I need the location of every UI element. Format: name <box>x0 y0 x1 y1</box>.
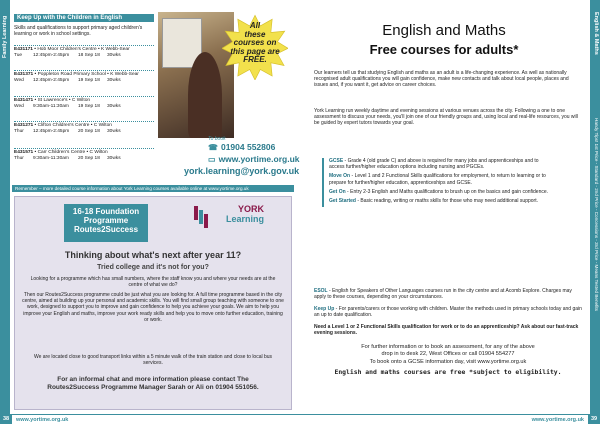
course-item <box>14 121 154 134</box>
course-time: 12:45pm-2:45pm <box>33 52 70 58</box>
bullet-get-started <box>329 198 554 204</box>
course-heading: E431271 • Clifton Children's Centre • C Wilton <box>14 123 112 128</box>
course-time: 12:45pm-2:45pm <box>33 77 70 83</box>
bullet-move-on-text: - Level 1 and 2 Functional Skills qualifications for employment, to return to learning or to prepare for further/higher education, apprenticeships and GCSE. <box>329 173 546 186</box>
course-item <box>14 148 154 161</box>
course-schedule <box>14 156 154 162</box>
course-heading: E431371 • Poppleton Road Primary School • K Webb-Sear <box>14 72 139 77</box>
left-side-tab <box>0 0 10 424</box>
course-code: E431271 <box>14 123 34 128</box>
course-venue: Poppleton Road Primary School <box>37 72 106 77</box>
left-footer <box>0 414 300 424</box>
intro-para-2: York Learning run weekly daytime and evening sessions at various venues across the city. Following a one to one assessment to discuss your needs, you'll join one of our friendly groups and, using local and real-life resources, you will be guided by expert tutors towards your goal. <box>314 108 578 127</box>
right-side-tab <box>590 0 600 424</box>
further-info <box>314 344 582 366</box>
course-date: 19 Sep 18 <box>78 77 100 83</box>
left-side-tab-label: Family Learning <box>2 15 8 58</box>
course-schedule <box>14 53 154 59</box>
logo-learning: Learning <box>225 214 264 224</box>
course-day: Thur <box>14 128 24 134</box>
box-headline: Thinking about what's next after year 11? <box>64 250 242 260</box>
programme-badge <box>64 204 148 242</box>
course-date: 18 Sep 18 <box>78 52 100 58</box>
course-time: 9:30am-11:30am <box>33 155 69 161</box>
esol-lead: ESOL <box>314 288 328 294</box>
further-line-1: For further information or to book an assessment, for any of the above <box>361 344 535 350</box>
further-line-2: drop in to desk 22, West Offices or call 01904 554277 <box>381 351 515 358</box>
box-subhead: Tried college and it's not for you? <box>97 264 209 271</box>
bullet-get-on <box>329 189 554 195</box>
intro-para-1: Our learners tell us that studying English and maths as an adult is a life-changing experience. As well as nationally recognised adult qualifications you will gain confidence, make new contacts and talk about local people, places and issues and, if you want it, get advice on career choices. <box>314 70 569 89</box>
course-venue: St Lawrence's <box>37 98 68 103</box>
course-tutor: K Webb-Sear <box>110 72 139 77</box>
bullet-get-on-lead: Get On <box>329 188 346 195</box>
course-time: 9:30am-11:30am <box>33 103 69 109</box>
qualification-list <box>322 158 554 207</box>
bullet-move-on <box>329 173 554 185</box>
bullet-gcse-lead: GCSE <box>329 158 344 164</box>
course-time: 12:45pm-2:45pm <box>33 128 70 134</box>
tutor-figure <box>188 52 222 138</box>
bullet-get-on-text: - Entry 2-3 English and Maths qualifications to brush up on the basics and gain confidence. <box>345 188 549 195</box>
bullet-gcse-text: - Grade 4 (old grade C) and above is required for many jobs and apprenticeships and to access further/higher education options including nursing and PGCEs. <box>329 158 539 171</box>
course-item <box>14 70 154 83</box>
course-venue: Carr Children's Centre <box>37 150 86 155</box>
bullet-get-started-lead: Get Started <box>329 198 356 205</box>
course-heading: E431571 • Carr Children's Centre • C Wilton <box>14 150 108 155</box>
right-page <box>300 0 600 424</box>
bullet-gcse <box>329 158 554 170</box>
course-code: E431571 <box>14 150 34 155</box>
course-code: E431171 <box>14 47 33 52</box>
badge-line-3: Routes2Success <box>73 225 139 234</box>
course-weeks: 30wks <box>107 77 121 83</box>
course-weeks: 30wks <box>107 155 121 161</box>
york-learning-logo-icon <box>194 206 208 236</box>
web-line <box>208 154 299 164</box>
email-link[interactable]: york.learning@york.gov.uk <box>184 166 300 176</box>
section-intro: Skills and qualifications to support primary aged children's learning or work in school settings. <box>14 25 143 38</box>
left-footer-url[interactable]: www.yortime.org.uk <box>16 417 69 423</box>
phone-icon: ☎ <box>208 142 218 152</box>
course-schedule <box>14 78 154 84</box>
course-code: E431471 <box>14 98 34 103</box>
course-tutor: K Webb-Sear <box>100 47 130 52</box>
badge-line-1: 16-18 Foundation <box>72 207 140 216</box>
course-date: 20 Sep 18 <box>78 128 100 134</box>
right-footer <box>300 414 600 424</box>
course-date: 20 Sep 18 <box>78 155 100 161</box>
course-heading: E431471 • St Lawrence's • C Wilton <box>14 98 91 103</box>
section-title: Keep Up with the Children in English <box>14 14 154 22</box>
badge-line-2: Programme <box>83 216 129 225</box>
free-note: English and maths courses are free *subject to eligibility. <box>334 368 562 376</box>
phone-number[interactable]: 01904 552806 <box>220 142 276 152</box>
starburst-line-5: FREE. <box>243 55 267 64</box>
course-day: Wed <box>14 77 24 83</box>
phone-line <box>208 142 275 152</box>
york-learning-logo <box>194 204 264 240</box>
right-side-note: Handy Tips! 1st Price - Standard - 2nd Price - Concessions - 3rd Price - Means Tested Benefits <box>594 118 599 311</box>
box-para-1: Looking for a programme which has small numbers, where the staff know you and where your needs are at the centre of what we do? <box>30 276 276 289</box>
keepup-lead: Keep Up <box>314 306 335 312</box>
box-para-2: Then our Routes2Success programme could be just what you are looking for. A full time programme based in the city centre, aimed at building up your personal and academic skills. You will find small group teaching with someone to one work, designed to support you to improve and gain confidence to help you achieve your goals. We aim to help you improve your English and maths, improve your work ready skills and help you to move onto further education, training or work. <box>22 292 284 323</box>
course-day: Tue <box>14 52 23 58</box>
esol-para <box>314 288 582 300</box>
right-footer-url[interactable]: www.yortime.org.uk <box>531 417 584 423</box>
course-tutor: C Wilton <box>93 123 112 128</box>
keepup-text: - For parents/carers or those working with children. Master the methods used in primary schools today and gain an up to date qualification. <box>314 306 582 319</box>
starburst-line-4: this page are <box>230 46 280 56</box>
logo-york: YORK <box>237 204 264 214</box>
box-para-3: We are located close to good transport links within a 5 minute walk of the train station and close to local bus services. <box>33 354 273 367</box>
course-weeks: 30wks <box>107 103 121 109</box>
page-subtitle: Free courses for adults* <box>369 42 519 57</box>
course-tutor: C Wilton <box>89 150 108 155</box>
starburst-text <box>222 22 288 65</box>
course-heading: E431171 • Hob Moor Children's Centre • K Webb-Sear <box>14 47 130 52</box>
further-line-3: To book onto a GCSE information day, visit www.yortime.org.uk <box>369 358 527 365</box>
box-cta: For an informal chat and more information please contact The Routes2Success Programme Manager Sarah or Ali on 01904 551056. <box>47 376 259 391</box>
course-weeks: 30wks <box>107 52 121 58</box>
course-code: E431371 <box>14 72 34 77</box>
bullet-move-on-lead: Move On <box>329 173 351 180</box>
starburst-line-3: courses on <box>233 38 277 47</box>
course-tutor: C Wilton <box>71 98 91 103</box>
remember-strip: Remember – more detailed course information about York Learning courses available online at www.yortime.org.uk <box>12 185 294 192</box>
fasttrack-question: Need a Level 1 or 2 Functional Skills qualification for work or to do an apprenticeship? Ask about our fast-track evening sessions. <box>314 324 579 337</box>
to-book-label: To book <box>208 136 226 142</box>
right-page-number: 39 <box>588 414 600 424</box>
right-side-tab-label: English & Maths <box>593 12 599 55</box>
course-item <box>14 45 154 58</box>
course-date: 19 Sep 18 <box>78 103 100 109</box>
course-schedule <box>14 129 154 135</box>
course-venue: Hob Moor Children's Centre <box>37 47 97 52</box>
course-venue: Clifton Children's Centre <box>37 123 90 128</box>
course-schedule <box>14 104 154 110</box>
course-item <box>14 96 154 109</box>
page-title: English and Maths <box>382 22 506 39</box>
left-page-number: 38 <box>0 414 12 424</box>
starburst-line-2: these <box>244 29 266 39</box>
course-weeks: 30wks <box>107 128 121 134</box>
starburst-line-1: All <box>249 21 261 30</box>
keepup-para <box>314 306 582 318</box>
website-link[interactable]: www.yortime.org.uk <box>218 154 300 164</box>
course-day: Wed <box>14 103 24 109</box>
web-icon: ▭ <box>208 154 216 164</box>
esol-text: - English for Speakers of Other Languages courses run in the city centre and at Acomb Explore. Charges may apply to these courses, depending on your circumstances. <box>314 288 572 301</box>
bullet-get-started-text: - Basic reading, writing or maths skills for those who may need additional support. <box>355 198 538 205</box>
course-day: Thur <box>14 155 24 161</box>
